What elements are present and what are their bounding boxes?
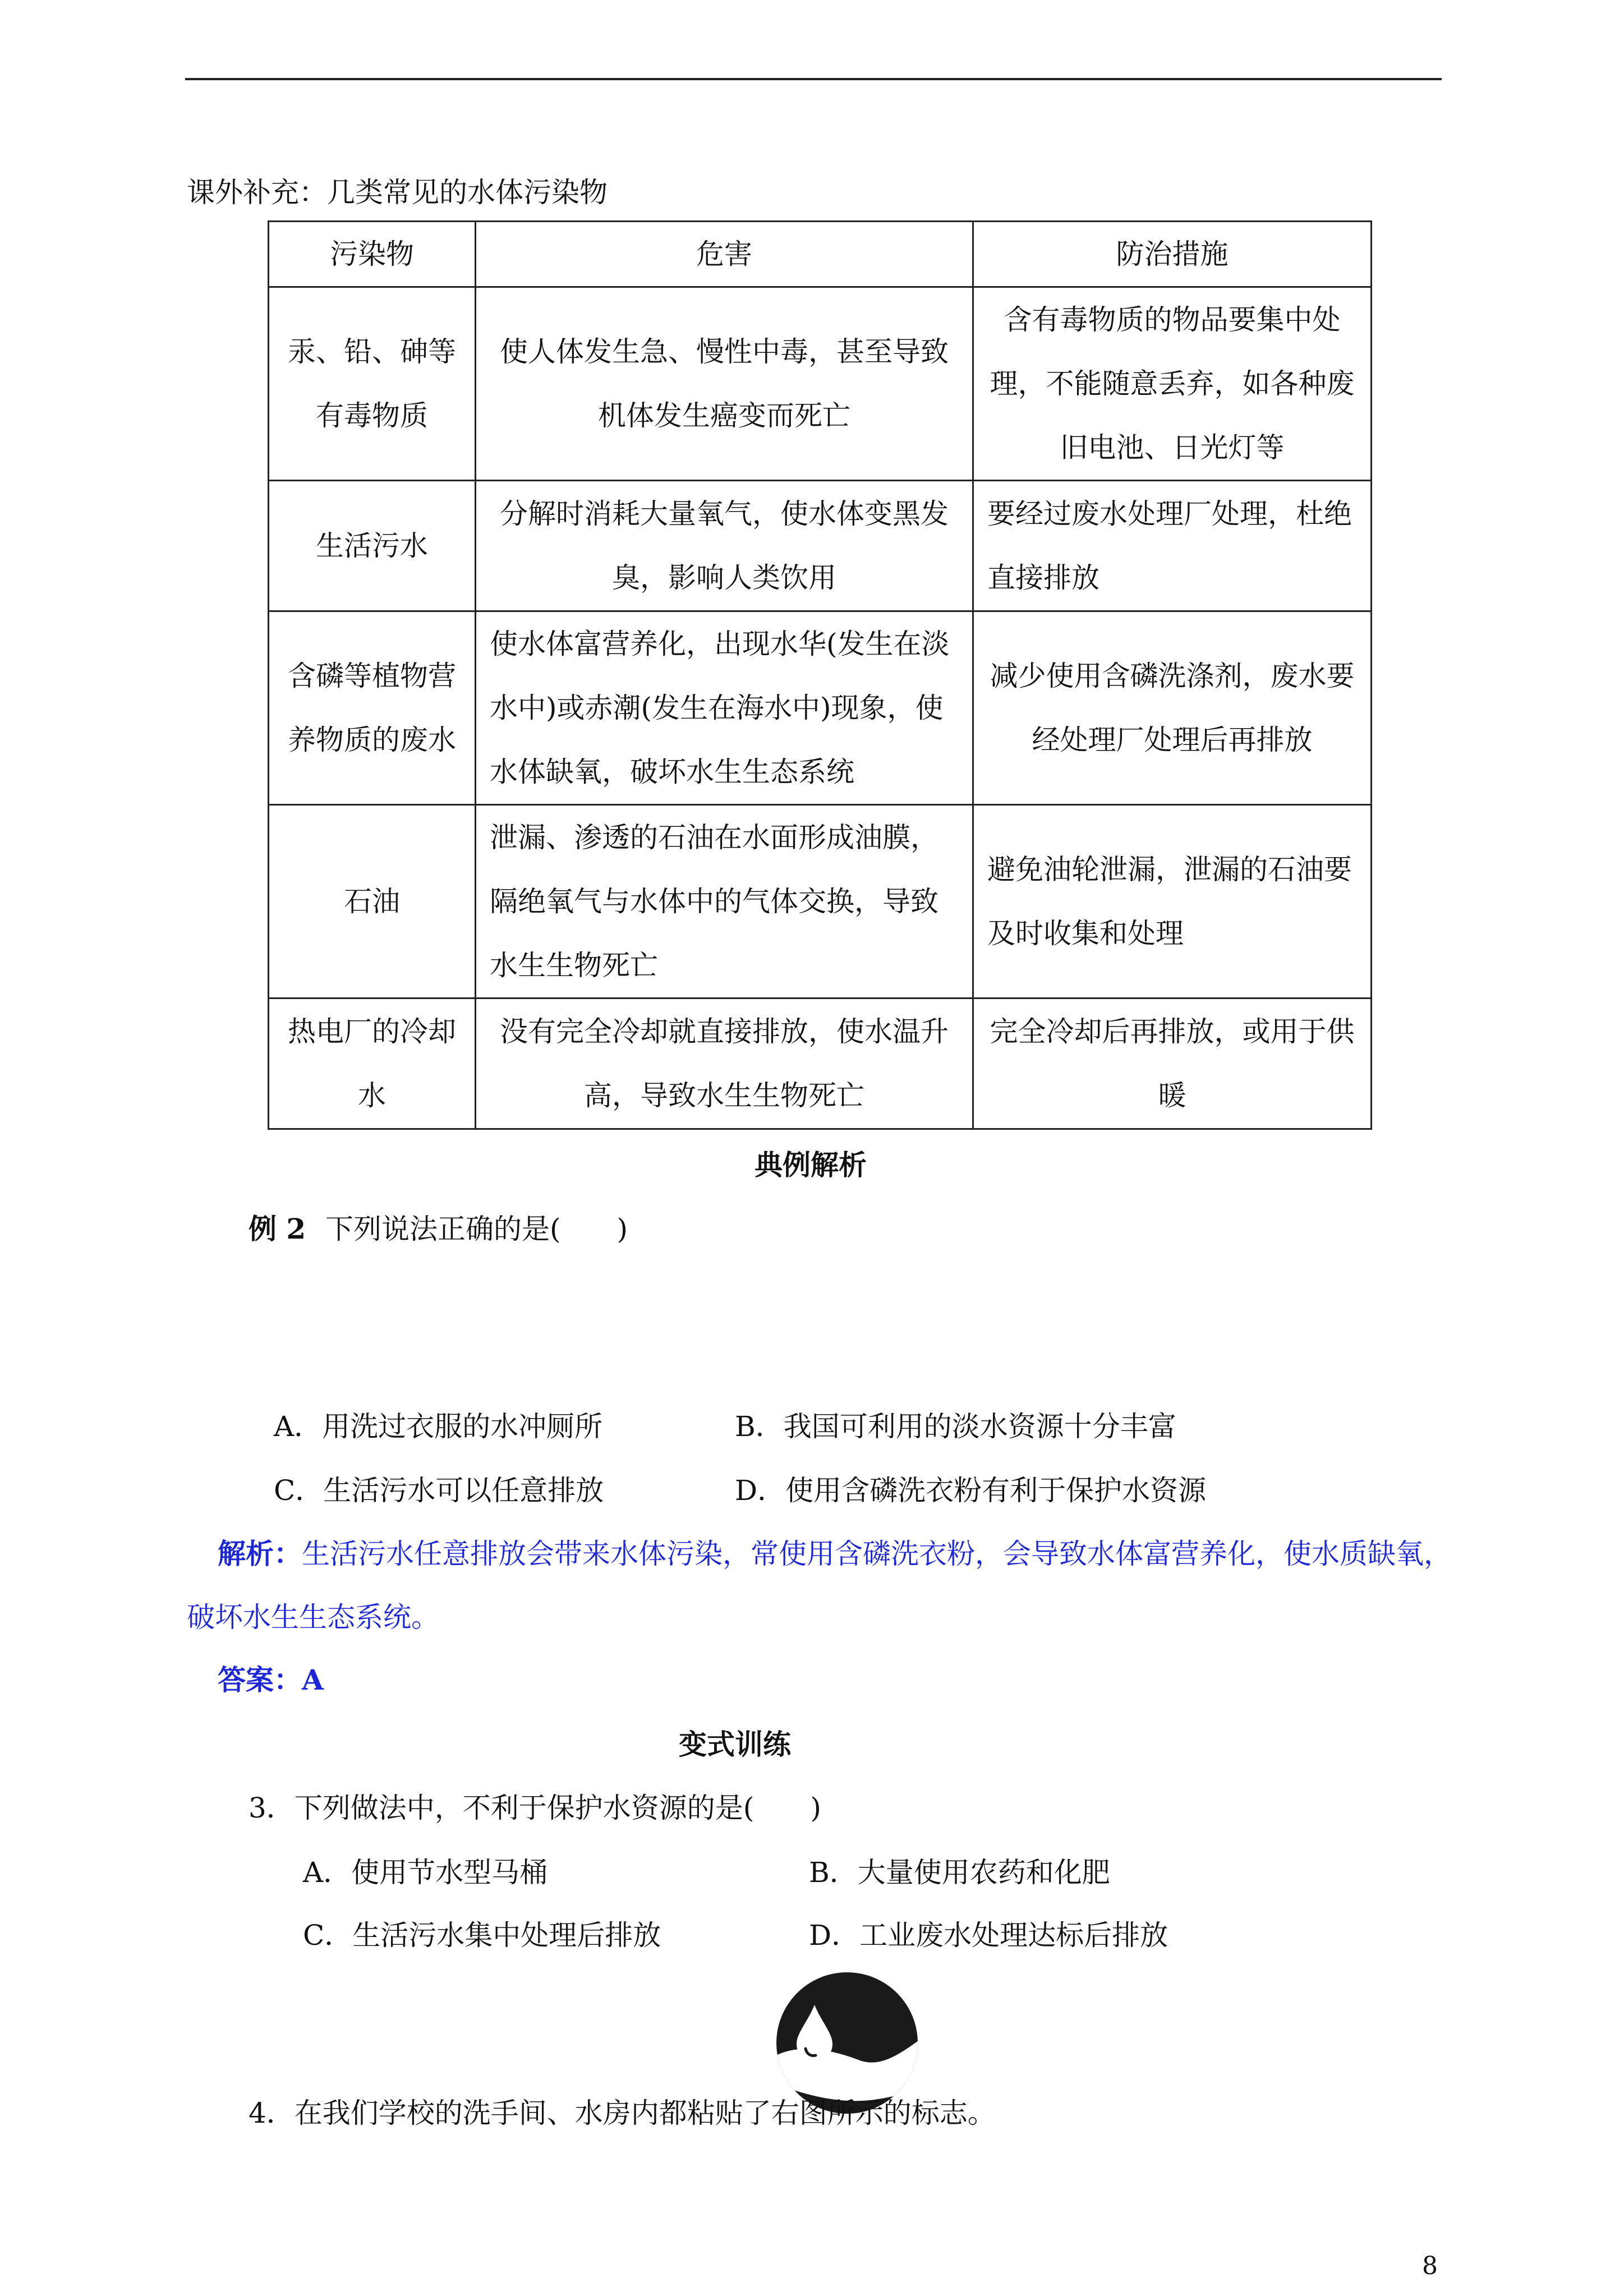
header-rule <box>185 78 1442 80</box>
example-stem: 下列说法正确的是( ) <box>325 1213 628 1245</box>
analysis-line-1 <box>218 1537 1452 1570</box>
cell-harm: 使水体富营养化，出现水华(发生在淡水中)或赤潮(发生在海水中)现象，使水体缺氧，破坏水生生态系统 <box>476 611 973 805</box>
table-row <box>269 611 1372 805</box>
cell-pollutant: 含磷等植物营养物质的废水 <box>269 611 476 805</box>
example-option-c: C．生活污水可以任意排放 <box>274 1474 604 1507</box>
table-row <box>269 481 1372 611</box>
analysis-label: 解析： <box>218 1537 302 1570</box>
example-heading: 典例解析 <box>755 1148 867 1181</box>
example-option-a: A．用洗过衣服的水冲厕所 <box>274 1410 603 1443</box>
cell-pollutant: 石油 <box>269 805 476 999</box>
cell-pollutant: 热电厂的冷却水 <box>269 999 476 1129</box>
q4-stem: 4．在我们学校的洗手间、水房内都粘贴了右图所示的标志。 <box>249 2097 996 2129</box>
pollutant-table <box>268 220 1372 1130</box>
cell-measure: 要经过废水处理厂处理，杜绝直接排放 <box>973 481 1372 611</box>
analysis-text-1: 生活污水任意排放会带来水体污染，常使用含磷洗衣粉，会导致水体富营养化，使水质缺氧， <box>302 1538 1452 1570</box>
q3-option-b: B．大量使用农药和化肥 <box>809 1856 1110 1889</box>
cell-harm: 使人体发生急、慢性中毒，甚至导致机体发生癌变而死亡 <box>476 287 973 481</box>
example-option-b: B．我国可利用的淡水资源十分丰富 <box>735 1410 1176 1443</box>
supplement-title: 课外补充：几类常见的水体污染物 <box>187 176 608 209</box>
cell-measure: 完全冷却后再排放，或用于供暖 <box>973 999 1372 1129</box>
cell-measure: 避免油轮泄漏，泄漏的石油要及时收集和处理 <box>973 805 1372 999</box>
answer: 答案：A <box>218 1663 324 1696</box>
water-saving-logo-icon <box>774 1970 920 2116</box>
cell-measure: 减少使用含磷洗涤剂，废水要经处理厂处理后再排放 <box>973 611 1372 805</box>
example-label: 例 2 <box>249 1212 306 1245</box>
header-measure: 防治措施 <box>973 222 1372 287</box>
table-row <box>269 805 1372 999</box>
cell-harm: 分解时消耗大量氧气，使水体变黑发臭，影响人类饮用 <box>476 481 973 611</box>
cell-harm: 没有完全冷却就直接排放，使水温升高，导致水生生物死亡 <box>476 999 973 1129</box>
cell-harm: 泄漏、渗透的石油在水面形成油膜，隔绝氧气与水体中的气体交换，导致水生生物死亡 <box>476 805 973 999</box>
table-row <box>269 999 1372 1129</box>
header-harm: 危害 <box>476 222 973 287</box>
q3-option-d: D．工业废水处理达标后排放 <box>809 1919 1168 1952</box>
cell-pollutant: 汞、铅、砷等有毒物质 <box>269 287 476 481</box>
table-header-row <box>269 222 1372 287</box>
q3-stem: 3．下列做法中，不利于保护水资源的是( ) <box>249 1792 821 1824</box>
example-option-d: D．使用含磷洗衣粉有利于保护水资源 <box>735 1474 1207 1507</box>
page-number: 8 <box>1422 2252 1438 2280</box>
cell-measure: 含有毒物质的物品要集中处理，不能随意丢弃，如各种废旧电池、日光灯等 <box>973 287 1372 481</box>
analysis-line-2: 破坏水生生态系统。 <box>187 1601 439 1634</box>
table-row <box>269 287 1372 481</box>
q3-option-c: C．生活污水集中处理后排放 <box>303 1919 661 1952</box>
practice-heading: 变式训练 <box>679 1728 791 1761</box>
q3-option-a: A．使用节水型马桶 <box>303 1856 548 1889</box>
header-pollutant: 污染物 <box>269 222 476 287</box>
cell-pollutant: 生活污水 <box>269 481 476 611</box>
